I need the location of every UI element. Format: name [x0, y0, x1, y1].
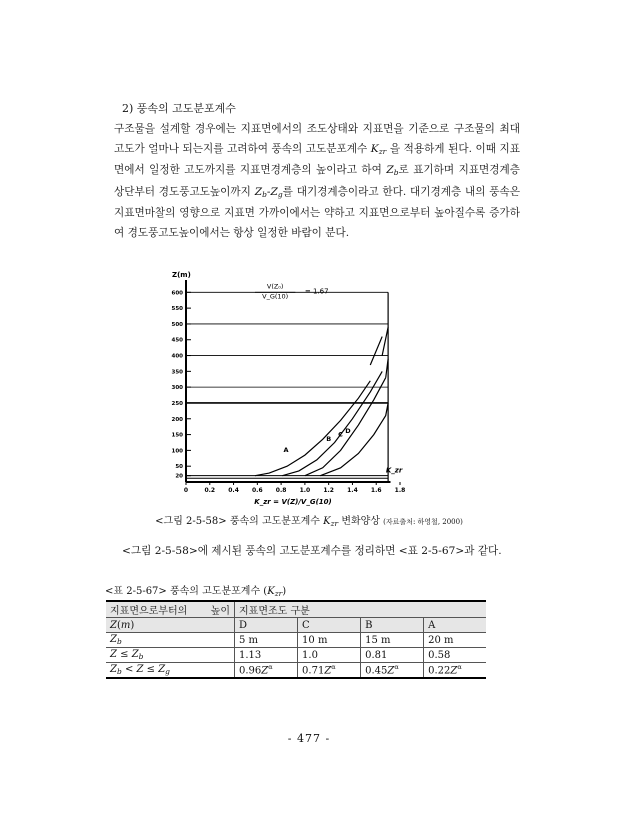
symbol-kzr: $K_{zr}$	[370, 142, 387, 156]
table-cell: 0.58	[424, 648, 486, 663]
x-tick-label: 1.8	[394, 487, 406, 494]
table-cell: 1.0	[298, 648, 361, 663]
summary-sentence: <그림 2-5-58>에 제시된 풍속의 고도분포계수를 정리하면 <표 2-5-67>과 같다.	[122, 545, 502, 557]
series-label-C: C	[338, 430, 343, 439]
series-curve-A	[255, 381, 370, 476]
series-label-A: A	[283, 445, 289, 454]
table-row	[106, 633, 486, 648]
x-tick-label: 0.2	[204, 487, 216, 494]
table-cell: $0.96Z^\alpha$	[235, 663, 298, 679]
y-tick-label: 20	[175, 473, 183, 480]
kzr-table	[106, 600, 486, 679]
x-tick-label: 1.2	[323, 487, 334, 494]
series-upper-B	[382, 327, 388, 355]
row-label: $Z \le Z_b$	[106, 648, 235, 663]
row-label: $Z_b < Z \le Z_g$	[106, 663, 235, 679]
y-tick-label: 200	[171, 416, 183, 423]
y-tick-label: 600	[171, 290, 183, 297]
kzr-profile-chart	[164, 266, 454, 510]
series-upper-A	[370, 337, 382, 365]
x-axis-label: K_zr = V(Z)/V_G(10)	[254, 498, 332, 506]
y-axis-label: Z(m)	[172, 271, 191, 279]
table-cell: 0.81	[361, 648, 424, 663]
symbol-zb: $Z_b$	[386, 164, 399, 178]
x-tick-label: 0.4	[228, 487, 239, 494]
table-row	[106, 663, 486, 679]
x-tick-label: 0	[183, 487, 189, 494]
y-tick-label: 400	[171, 353, 183, 360]
page-number: - 477 -	[287, 732, 331, 745]
x-tick-label: 0.6	[252, 487, 263, 494]
series-label-D: D	[345, 427, 351, 435]
x-tick-label: 1.0	[299, 487, 311, 494]
y-tick-label: 150	[171, 432, 183, 439]
header-col: A	[424, 618, 486, 633]
header-col: D	[235, 618, 298, 633]
title-denominator: V_G(10)	[262, 292, 289, 301]
header-col: C	[298, 618, 361, 633]
series-label-B: B	[326, 434, 332, 443]
y-tick-label: 300	[171, 385, 183, 392]
figure-caption: <그림 2-5-58> 풍속의 고도분포계수 $K_{zr}$ 변화양상 (자료출처: 하영철, 2000)	[155, 516, 463, 528]
header-z: Z(m)	[106, 618, 235, 633]
y-tick-label: 350	[171, 369, 183, 376]
table-header-row	[106, 618, 486, 633]
section-paragraph: 구조물을 설계할 경우에는 지표면에서의 조도상태와 지표면을 기준으로 구조물의 최대 고도가 얼마나 되는지를 고려하여 풍속의 고도분포계수 $K_{zr}$ 을 적용하게 된다. 이때 지표면에서 일정한 고도까지를 지표면경계층의 높이라고 하여 $Z_b$로 표기하며 지표면경계층 상단부터 경도풍고도높이까지 $Z_b-Z_g$를 대기경계층이라고 한다. 대기경계층 내의 풍속은 지표면마찰의 영향으로 지표면 가까이에서는 약하고 지표면으로부터 높아질수록 증가하여 경도풍고도높이에서는 항상 일정한 바람이 분다.	[114, 123, 521, 239]
x-tick-label: 1.6	[370, 487, 382, 494]
table-cell: 20 m	[424, 633, 486, 648]
x-tick-label: 0.8	[275, 487, 287, 494]
y-tick-label: 250	[171, 400, 183, 407]
table-cell: $0.71Z^\alpha$	[298, 663, 361, 679]
table-cell: $0.22Z^\alpha$	[424, 663, 486, 679]
y-tick-label: 100	[171, 448, 183, 455]
table-cell: 15 m	[361, 633, 424, 648]
y-tick-label: 500	[171, 321, 183, 328]
x-axis-label-top: K_zr	[385, 466, 403, 475]
y-tick-label: 50	[175, 464, 183, 471]
header-height: 지표면으로부터의 높이	[106, 601, 235, 618]
row-label: $Z_b$	[106, 633, 235, 648]
table-cell: 1.13	[235, 648, 298, 663]
table-cell: $0.45Z^\alpha$	[361, 663, 424, 679]
header-roughness: 지표면조도 구분	[235, 601, 487, 618]
header-col: B	[361, 618, 424, 633]
y-tick-label: 450	[171, 337, 183, 344]
y-tick-label: 550	[171, 306, 183, 313]
table-row	[106, 648, 486, 663]
symbol-zg: $Z_g$	[270, 185, 283, 199]
table-cell: 5 m	[235, 633, 298, 648]
table-cell: 10 m	[298, 633, 361, 648]
x-tick-label: 1.4	[347, 487, 358, 494]
table-header-row	[106, 601, 486, 618]
symbol-zb: $Z_b$	[254, 185, 267, 199]
title-numerator: V(Z₀)	[266, 282, 284, 291]
title-value: = 1.67	[304, 287, 329, 296]
section-heading: 2) 풍속의 고도분포계수	[122, 102, 236, 115]
table-caption: <표 2-5-67> 풍속의 고도분포계수 $(K_{zr})$	[105, 586, 287, 598]
